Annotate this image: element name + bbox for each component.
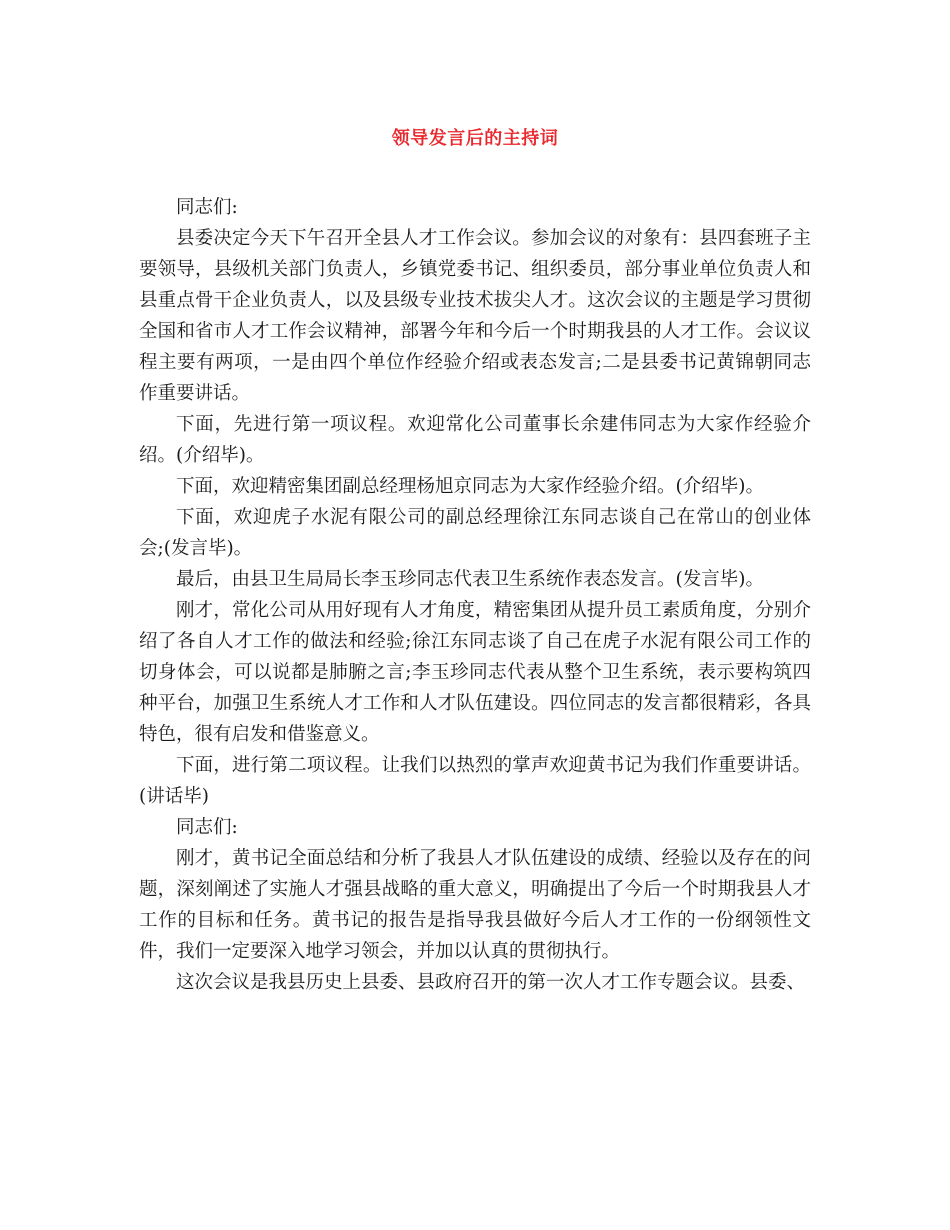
paragraph-first-agenda: 下面，先进行第一项议程。欢迎常化公司董事长余建伟同志为大家作经验介绍。(介绍毕)。 — [139, 414, 811, 466]
paragraph-second-speaker: 下面，欢迎精密集团副总经理杨旭京同志为大家作经验介绍。(介绍毕)。 — [176, 476, 764, 497]
paragraph-final-speaker: 最后，由县卫生局局长李玉珍同志代表卫生系统作表态发言。(发言毕)。 — [176, 569, 764, 590]
paragraph-closing: 这次会议是我县历史上县委、县政府召开的第一次人才工作专题会议。县委、 — [176, 972, 806, 993]
paragraph-meeting-intro: 县委决定今天下午召开全县人才工作会议。参加会议的对象有：县四套班子主要领导，县级机关部门负责人，乡镇党委书记、组织委员，部分事业单位负责人和县重点骨干企业负责人，以及县级专业技术拔尖人才。这次会议的主题是学习贯彻全国和省市人才工作会议精神，部署今年和今后一个时期我县的人才工作。会议议程主要有两项，一是由四个单位作经验介绍或表态发言;二是县委书记黄锦朝同志作重要讲话。 — [139, 228, 811, 404]
paragraph-summary: 刚才，常化公司从用好现有人才角度，精密集团从提升员工素质角度，分别介绍了各自人才工作的做法和经验;徐江东同志谈了自己在虎子水泥有限公司工作的切身体会，可以说都是肺腑之言;李玉珍同志代表从整个卫生系统，表示要构筑四种平台，加强卫生系统人才工作和人才队伍建设。四位同志的发言都很精彩，各具特色，很有启发和借鉴意义。 — [139, 600, 811, 745]
paragraph-speech-review: 刚才，黄书记全面总结和分析了我县人才队伍建设的成绩、经验以及存在的问题，深刻阐述了实施人才强县战略的重大意义，明确提出了今后一个时期我县人才工作的目标和任务。黄书记的报告是指导我县做好今后人才工作的一份纲领性文件，我们一定要深入地学习领会，并加以认真的贯彻执行。 — [139, 848, 811, 962]
document-title: 领导发言后的主持词 — [391, 128, 559, 149]
paragraph-third-speaker: 下面，欢迎虎子水泥有限公司的副总经理徐江东同志谈自己在常山的创业体会;(发言毕)。 — [139, 507, 811, 559]
document-body — [139, 192, 811, 998]
paragraph-greeting-2: 同志们: — [176, 817, 238, 838]
paragraph-greeting: 同志们: — [176, 197, 238, 218]
paragraph-second-agenda: 下面，进行第二项议程。让我们以热烈的掌声欢迎黄书记为我们作重要讲话。(讲话毕) — [139, 755, 811, 807]
